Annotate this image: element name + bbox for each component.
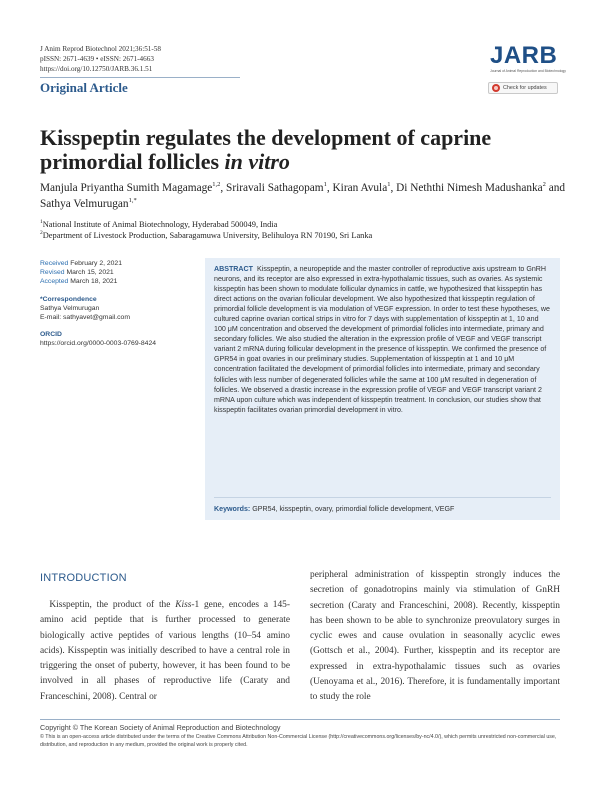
abstract-label: ABSTRACT [214, 265, 254, 273]
copyright-notice: Copyright © The Korean Society of Animal Reproduction and Biotechnology [40, 723, 281, 732]
author-affil-marker: 1,* [128, 197, 137, 205]
author-affil-marker: 1,2 [212, 181, 221, 189]
check-updates-icon [492, 84, 500, 92]
affiliations [40, 219, 580, 241]
page-footer [40, 723, 562, 749]
journal-logo-text: JARB [490, 42, 558, 69]
author-affil-marker: 1 [387, 181, 391, 189]
author-name: Di Neththi Nimesh Madushanka [396, 182, 543, 194]
abstract-divider [214, 497, 551, 498]
orcid-heading: ORCID [40, 331, 62, 339]
received-date [40, 259, 200, 268]
keywords-text: GPR54, kisspeptin, ovary, primordial follicle development, VEGF [252, 505, 455, 513]
accepted-label: Accepted [40, 278, 69, 286]
introduction-heading: INTRODUCTION [40, 572, 127, 584]
affiliation-text: Department of Livestock Production, Sabaragamuwa University, Belihuloya RN 70190, Sri Lanka [42, 231, 373, 240]
journal-logo-subtitle: Journal of Animal Reproduction and Biotechnology [490, 69, 566, 73]
author-name: Manjula Priyantha Sumith Magamage [40, 182, 213, 194]
author-name: Sathya Velmurugan [40, 198, 129, 210]
correspondence-email[interactable]: E-mail: sathyavet@gmail.com [40, 314, 130, 322]
accepted-value: March 18, 2021 [70, 278, 118, 286]
author-affil-marker: 1 [323, 181, 327, 189]
introduction-column-left [40, 598, 290, 705]
article-type: Original Article [40, 80, 128, 95]
journal-issn: pISSN: 2671-4639 • eISSN: 2671-4663 [40, 55, 154, 63]
received-label: Received [40, 260, 69, 267]
affiliation-marker: 1 [40, 219, 43, 226]
affiliation-marker: 2 [40, 230, 43, 237]
journal-meta [40, 44, 161, 74]
journal-citation: J Anim Reprod Biotechnol 2021;36:51-58 [40, 45, 161, 53]
accepted-date [40, 277, 200, 286]
license-notice: © This is an open-access article distributed under the terms of the Creative Commons Attribution Non-Commercial License (http://creativecommons.org/licenses/by-nc/4.0/), which permits unrestricted non-commercial use, distribution, and reproduction in any medium, provided the original work is properly cited. [40, 734, 557, 748]
keywords-label: Keywords: [214, 505, 251, 513]
revised-label: Revised [40, 269, 65, 277]
intro-text-segment: -1 gene, encodes a 145-amino acid peptide that is further processed to generate biologically active peptides of various lengths (10–54 amino acids). Kisspeptin was initially described to have a central role in triggering the onset of puberty, however, it has been found to be involved in all phases of reproductive life (Caraty and Franceschini, 2008). Central or [40, 600, 290, 702]
author-affil-marker: 2 [542, 181, 546, 189]
author-list: Manjula Priyantha Sumith Magamage$^{1,2}$, Sriravali Sathagopam$^1$, Kiran Avula$^1$, Di Neththi Nimesh Madushanka$^2$ and Sathya Velmurugan$^{1,*}$ [40, 181, 566, 210]
revised-value: March 15, 2021 [66, 269, 114, 277]
correspondence-heading: *Correspondence [40, 295, 97, 303]
introduction-column-right: peripheral administration of kisspeptin strongly induces the secretion of gonadotropins mainly via stimulation of GnRH secretion (Caraty and Franceschini, 2008). Recently, kisspeptin has been shown to be able to synchronize preovulatory surges in cyclic ewes and cause ovulation in seasonally acyclic ewes (Gottsch et al., 2004). Further, kisspeptin and its receptor are expressed in extra-hypothalamic tissues such as ovaries (Uenoyama et al., 2016). Therefore, it is fundamentally important to study the role [310, 570, 560, 703]
footer-divider [40, 719, 560, 720]
article-title-italic: in vitro [224, 149, 290, 174]
revised-date [40, 268, 200, 277]
author-name: Kiran Avula [332, 182, 388, 194]
intro-text-segment: Kisspeptin, the product of the [49, 600, 176, 610]
check-for-updates-button[interactable] [488, 82, 558, 94]
author-name: Sriravali Sathagopam [226, 182, 324, 194]
affiliation-item [40, 219, 580, 230]
abstract-box [205, 258, 560, 520]
affiliation-text: National Institute of Animal Biotechnology, Hyderabad 500049, India [42, 220, 278, 229]
article-title-main: Kisspeptin regulates the development of caprine primordial follicles [40, 125, 492, 174]
keywords [214, 504, 454, 514]
article-title [40, 126, 580, 174]
correspondence-name: Sathya Velmurugan [40, 304, 100, 312]
check-updates-label: Check for updates [503, 85, 547, 91]
orcid-link[interactable]: https://orcid.org/0000-0003-0769-8424 [40, 340, 157, 348]
header-divider [40, 77, 240, 78]
journal-logo [490, 42, 566, 73]
affiliation-item [40, 230, 580, 241]
article-sidebar [40, 259, 200, 349]
abstract-text: Kisspeptin, a neuropeptide and the master controller of reproductive axis upstream to GnRH neurons, and its receptor are also expressed in extra-hypothalamic tissues, such as ovaries. As systemic kisspeptin has been shown to modulate follicular dynamics in cattle, we hypothesized that kisspeptin has direct actions on the ovarian follicular development. We also hypothesized that kisspeptin regulation of primordial follicle development is via modulation of VEGF expression. In order to test these hypotheses, we cultured caprine ovarian cortical strips in vitro for 7 days with supplementation of kisspeptin at 1, 10 and 100 μM concentration and observed the development of primordial follicles into intermediate, primary and secondary follicles. We also studied the alteration in the expression profile of VEGF and VEGF transcript variant 2 mRNA during follicular development in the presence of kisspeptin. We confirmed the presence of GPR54 in goat ovaries in our preliminary studies. Supplementation of kisspeptin at 1 and 10 μM concentration facilitated the development of primordial follicles into intermediate, primary and secondary follicles with less number of degenerated follicles while the same at 100 μM resulted in degeneration of follicles. We observed a drastic increase in the expression profile of VEGF and VEGF transcript variant 2 mRNA upon culture which was independent of kisspeptin treatment. In conclusion, our studies show that kisspeptin facilitates ovarian primordial development in vitro. [214, 265, 550, 414]
received-value: February 2, 2021 [70, 260, 122, 267]
abstract-body [214, 264, 551, 415]
journal-doi[interactable]: https://doi.org/10.12750/JARB.36.1.51 [40, 65, 153, 73]
intro-gene-name: Kiss [175, 600, 192, 610]
